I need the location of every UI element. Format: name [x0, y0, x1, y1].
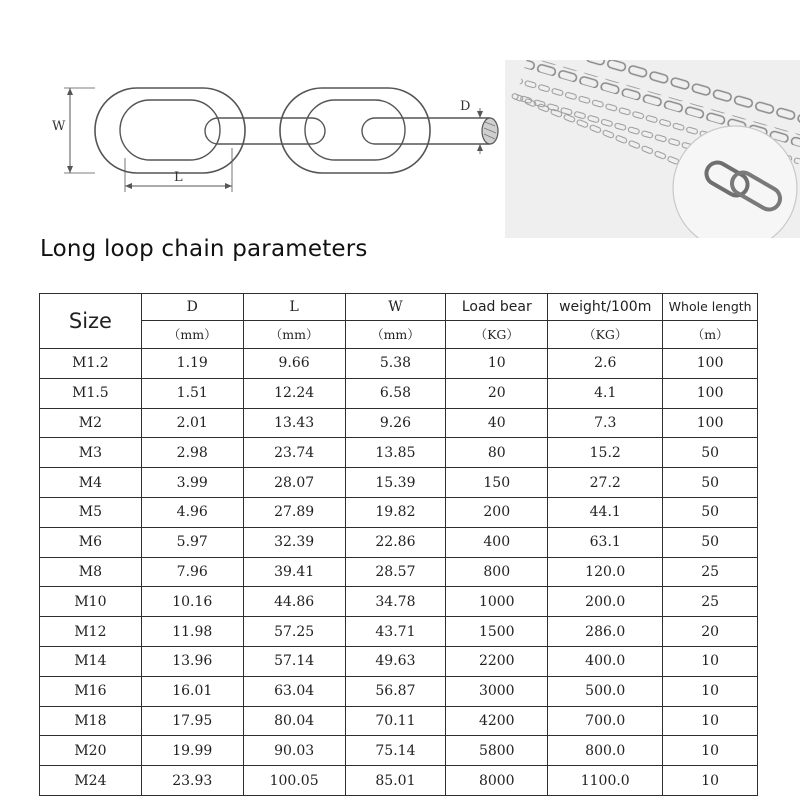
whole-length-cell: 50: [663, 497, 758, 527]
units-row: [40, 321, 758, 349]
load-bear-cell: 2200: [446, 646, 548, 676]
d-cell: 1.19: [141, 349, 243, 379]
header-l: L: [243, 294, 345, 321]
w-cell: 28.57: [345, 557, 446, 587]
l-cell: 27.89: [243, 497, 345, 527]
d-cell: 3.99: [141, 468, 243, 498]
d-cell: 19.99: [141, 736, 243, 766]
weight-cell: 800.0: [548, 736, 663, 766]
whole-length-cell: 10: [663, 766, 758, 796]
table-row: [40, 646, 758, 676]
l-cell: 12.24: [243, 378, 345, 408]
w-cell: 6.58: [345, 378, 446, 408]
table-body: [40, 349, 758, 796]
weight-cell: 286.0: [548, 617, 663, 647]
table-row: [40, 766, 758, 796]
w-cell: 49.63: [345, 646, 446, 676]
weight-cell: 2.6: [548, 349, 663, 379]
page-title: Long loop chain parameters: [40, 236, 368, 262]
whole-length-cell: 10: [663, 736, 758, 766]
weight-cell: 500.0: [548, 676, 663, 706]
l-cell: 32.39: [243, 527, 345, 557]
d-cell: 13.96: [141, 646, 243, 676]
l-cell: 63.04: [243, 676, 345, 706]
w-cell: 5.38: [345, 349, 446, 379]
d-cell: 7.96: [141, 557, 243, 587]
table-row: [40, 557, 758, 587]
d-cell: 11.98: [141, 617, 243, 647]
size-cell: M6: [40, 527, 142, 557]
table-row: [40, 706, 758, 736]
size-cell: M2: [40, 408, 142, 438]
l-cell: 23.74: [243, 438, 345, 468]
size-cell: M18: [40, 706, 142, 736]
w-cell: 9.26: [345, 408, 446, 438]
load-bear-cell: 800: [446, 557, 548, 587]
d-cell: 16.01: [141, 676, 243, 706]
load-bear-cell: 40: [446, 408, 548, 438]
unit-w: （mm）: [345, 321, 446, 349]
d-cell: 2.98: [141, 438, 243, 468]
table-row: [40, 349, 758, 379]
header-row: [40, 294, 758, 321]
table-row: [40, 378, 758, 408]
l-label: L: [174, 170, 183, 185]
d-cell: 23.93: [141, 766, 243, 796]
size-cell: M16: [40, 676, 142, 706]
l-cell: 39.41: [243, 557, 345, 587]
weight-cell: 44.1: [548, 497, 663, 527]
weight-cell: 27.2: [548, 468, 663, 498]
weight-cell: 63.1: [548, 527, 663, 557]
l-cell: 57.14: [243, 646, 345, 676]
size-cell: M24: [40, 766, 142, 796]
table-row: [40, 587, 758, 617]
l-cell: 13.43: [243, 408, 345, 438]
table-row: [40, 468, 758, 498]
unit-l: （mm）: [243, 321, 345, 349]
l-cell: 100.05: [243, 766, 345, 796]
w-cell: 56.87: [345, 676, 446, 706]
weight-cell: 400.0: [548, 646, 663, 676]
d-cell: 1.51: [141, 378, 243, 408]
header-w: W: [345, 294, 446, 321]
load-bear-cell: 1000: [446, 587, 548, 617]
d-cell: 4.96: [141, 497, 243, 527]
l-cell: 90.03: [243, 736, 345, 766]
load-bear-cell: 4200: [446, 706, 548, 736]
load-bear-cell: 400: [446, 527, 548, 557]
weight-cell: 15.2: [548, 438, 663, 468]
header-d: D: [141, 294, 243, 321]
d-cell: 10.16: [141, 587, 243, 617]
d-cell: 17.95: [141, 706, 243, 736]
size-cell: M1.2: [40, 349, 142, 379]
load-bear-cell: 8000: [446, 766, 548, 796]
weight-cell: 1100.0: [548, 766, 663, 796]
table-row: [40, 736, 758, 766]
size-cell: M1.5: [40, 378, 142, 408]
whole-length-cell: 50: [663, 438, 758, 468]
w-label: W: [52, 119, 66, 134]
chain-dimension-diagram: [40, 78, 510, 208]
table-row: [40, 408, 758, 438]
w-cell: 19.82: [345, 497, 446, 527]
w-cell: 13.85: [345, 438, 446, 468]
table-row: [40, 497, 758, 527]
d-cell: 5.97: [141, 527, 243, 557]
weight-cell: 700.0: [548, 706, 663, 736]
size-cell: M4: [40, 468, 142, 498]
load-bear-cell: 5800: [446, 736, 548, 766]
size-cell: M5: [40, 497, 142, 527]
weight-cell: 200.0: [548, 587, 663, 617]
l-cell: 44.86: [243, 587, 345, 617]
whole-length-cell: 10: [663, 676, 758, 706]
load-bear-cell: 20: [446, 378, 548, 408]
whole-length-cell: 50: [663, 527, 758, 557]
l-cell: 9.66: [243, 349, 345, 379]
whole-length-cell: 25: [663, 557, 758, 587]
whole-length-cell: 20: [663, 617, 758, 647]
w-cell: 70.11: [345, 706, 446, 736]
whole-length-cell: 25: [663, 587, 758, 617]
size-cell: M10: [40, 587, 142, 617]
w-cell: 75.14: [345, 736, 446, 766]
w-cell: 43.71: [345, 617, 446, 647]
l-cell: 80.04: [243, 706, 345, 736]
d-cell: 2.01: [141, 408, 243, 438]
whole-length-cell: 100: [663, 408, 758, 438]
header-size: Size: [40, 294, 142, 349]
table-row: [40, 617, 758, 647]
load-bear-cell: 10: [446, 349, 548, 379]
table-row: [40, 438, 758, 468]
w-cell: 15.39: [345, 468, 446, 498]
load-bear-cell: 150: [446, 468, 548, 498]
whole-length-cell: 10: [663, 706, 758, 736]
size-cell: M12: [40, 617, 142, 647]
load-bear-cell: 1500: [446, 617, 548, 647]
load-bear-cell: 80: [446, 438, 548, 468]
table-row: [40, 676, 758, 706]
d-label: D: [460, 99, 471, 114]
unit-weight: （KG）: [548, 321, 663, 349]
unit-whole-length: （m）: [663, 321, 758, 349]
table-row: [40, 527, 758, 557]
l-cell: 28.07: [243, 468, 345, 498]
weight-cell: 7.3: [548, 408, 663, 438]
weight-cell: 4.1: [548, 378, 663, 408]
header-load-bear: Load bear: [446, 294, 548, 321]
w-cell: 22.86: [345, 527, 446, 557]
unit-d: （mm）: [141, 321, 243, 349]
whole-length-cell: 100: [663, 349, 758, 379]
load-bear-cell: 3000: [446, 676, 548, 706]
header-weight: weight/100m: [548, 294, 663, 321]
header-whole-length: Whole length: [663, 294, 758, 321]
unit-load-bear: （KG）: [446, 321, 548, 349]
whole-length-cell: 50: [663, 468, 758, 498]
w-cell: 85.01: [345, 766, 446, 796]
l-cell: 57.25: [243, 617, 345, 647]
whole-length-cell: 10: [663, 646, 758, 676]
whole-length-cell: 100: [663, 378, 758, 408]
size-cell: M3: [40, 438, 142, 468]
weight-cell: 120.0: [548, 557, 663, 587]
load-bear-cell: 200: [446, 497, 548, 527]
size-cell: M14: [40, 646, 142, 676]
size-cell: M8: [40, 557, 142, 587]
chain-product-photo: [505, 60, 800, 238]
size-cell: M20: [40, 736, 142, 766]
w-cell: 34.78: [345, 587, 446, 617]
chain-parameters-table: [39, 293, 758, 796]
